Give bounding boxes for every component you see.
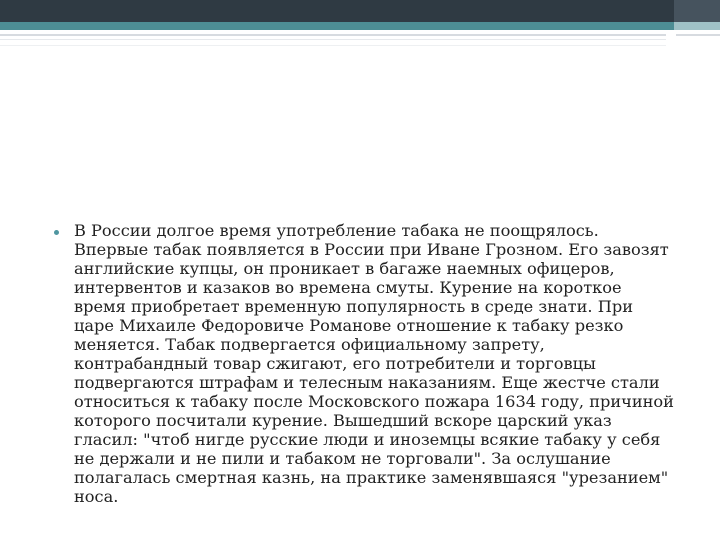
bullet-text: В России долгое время употребление табака не поощрялось. Впервые табак появляется в России при Иване Грозном. Его завозят английские купцы, он проникает в багаже наемных офицеров, интервентов и казаков во времена смуты. Курение на короткое время приобретает временную популярность в среде знати. При царе Михаиле Федоровиче Романове отношение к табаку резко меняется. Табак подвергается официальному запрету, контрабандный товар сжигают, его потребители и торговцы подвергаются штрафам и телесным наказаниям. Еще жестче стали относиться к табаку после Московского пожара 1634 году, причиной которого посчитали курение. Вышедший вскоре царский указ гласил: "чтоб нигде русские люди и иноземцы всякие табаку у себя не держали и не пили и табаком не торговали". За ослушание полагалась смертная казнь, на практике заменявшаяся "урезанием" носа.: [74, 221, 674, 506]
slide-body: [46, 221, 678, 506]
header-accent-corner: [674, 22, 720, 30]
header-corner-block: [674, 0, 720, 22]
header-accent-band: [0, 22, 720, 30]
header-rule-right: [676, 34, 720, 36]
header-bar: [0, 0, 720, 22]
bullet-dot-icon: [54, 230, 59, 235]
header-rule: [0, 45, 666, 46]
header-rule: [0, 39, 666, 40]
header-rule: [0, 34, 666, 36]
bullet-item: [46, 221, 678, 506]
